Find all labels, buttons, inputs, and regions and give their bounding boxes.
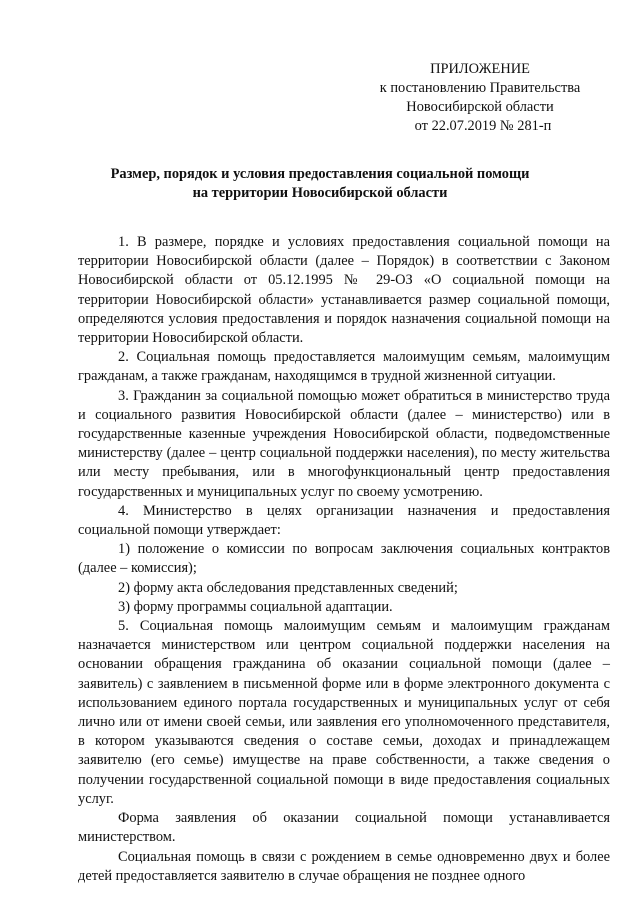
paragraph-5: 5. Социальная помощь малоимущим семьям и малоимущим гражданам назначается министерством или центром социальной поддержки населения на основании обращения гражданина об оказании социальной помощи (далее – заявитель) с заявлением в письменной форме или в форме электронного документа с использованием единого портала государственных и муниципальных услуг от себя лично или от имени своей семьи, или заявления его уполномоченного представителя, в котором указываются сведения о составе семьи, доходах и принадлежащем заявителю (его семье) имуществе на праве собственности, а также сведения о получении государственной социальной помощи в виде предоставления социальных услуг. — [78, 618, 610, 807]
document-title — [60, 165, 580, 203]
appendix-resolution-line: к постановлению Правительства — [379, 80, 581, 96]
title-line-1: Размер, порядок и условия предоставления социальной помощи — [110, 166, 530, 182]
paragraph-4-item-2: 2) форму акта обследования представленных сведений; — [118, 579, 458, 596]
appendix-region-line: Новосибирской области — [406, 99, 554, 115]
document-body — [78, 233, 610, 886]
paragraph-3: 3. Гражданин за социальной помощью может обратиться в министерство труда и социального развития Новосибирской области (далее – министерство) или в государственные казенные учреждения Новосибирской области, подведомственные министерству (далее – центр социальной поддержки населения), по месту жительства или месту пребывания, или в многофункциональный центр предоставления государственных и муниципальных услуг по своему усмотрению. — [78, 387, 610, 500]
paragraph-5-twins: Социальная помощь в связи с рождением в семье одновременно двух и более детей предоставляется заявителю в случае обращения не позднее одного — [78, 848, 610, 884]
paragraph-2: 2. Социальная помощь предоставляется малоимущим семьям, малоимущим гражданам, а также гражданам, находящимся в трудной жизненной ситуации. — [78, 349, 610, 385]
appendix-block — [360, 60, 600, 136]
appendix-date-line: от 22.07.2019 № 281-п — [414, 118, 552, 134]
paragraph-1: 1. В размере, порядке и условиях предоставления социальной помощи на территории Новосибирской области (далее – Порядок) в соответствии с Законом Новосибирской области от 05.12.1995 № 29-ОЗ «О социальной помощи на территории Новосибирской области» устанавливается размер социальной помощи, определяются условия предоставления и порядок назначения социальной помощи на территории Новосибирской области. — [78, 234, 610, 347]
paragraph-4-item-3: 3) форму программы социальной адаптации. — [118, 598, 393, 615]
title-line-2: на территории Новосибирской области — [192, 185, 448, 201]
paragraph-4: 4. Министерство в целях организации назначения и предоставления социальной помощи утверждает: — [78, 502, 610, 539]
paragraph-5-form: Форма заявления об оказании социальной помощи устанавливается министерством. — [78, 810, 610, 846]
appendix-heading: ПРИЛОЖЕНИЕ — [430, 61, 530, 77]
paragraph-4-item-1: 1) положение о комиссии по вопросам заключения социальных контрактов (далее – комиссия); — [78, 541, 610, 577]
